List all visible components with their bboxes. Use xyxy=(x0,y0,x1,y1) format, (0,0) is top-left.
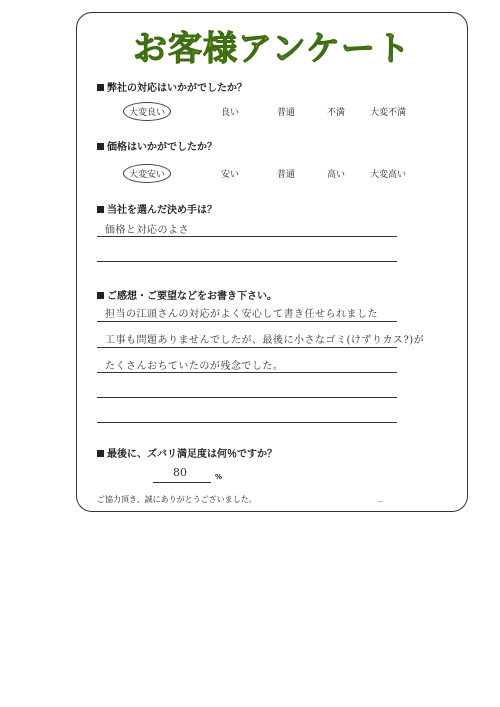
answer-line xyxy=(97,347,397,348)
question-reason-text: 当社を選んだ決め手は？ xyxy=(107,205,217,216)
option-price-very-expensive[interactable]: 大変高い xyxy=(370,170,407,180)
question-comments-text: ご感想・ご要望などをお書き下さい。 xyxy=(107,291,277,302)
question-price-text: 価格はいかがでしたか？ xyxy=(107,142,217,153)
answer-line xyxy=(97,236,397,237)
satisfaction-line xyxy=(153,482,211,483)
survey-card xyxy=(76,12,468,512)
answer-comment-line-2: 工事も問題ありませんでしたが、最後に小さなゴミ(けずりカス?)が xyxy=(105,335,425,346)
satisfaction-value: 80 xyxy=(173,466,187,479)
option-service-very-good[interactable]: 大変良い xyxy=(123,102,171,121)
square-bullet-icon xyxy=(97,206,104,213)
question-service xyxy=(97,79,247,94)
option-price-expensive[interactable]: 高い xyxy=(327,170,346,180)
answer-line xyxy=(97,372,397,373)
answer-comment-line-1: 担当の江頭さんの対応がよく安心して書き任せられました xyxy=(105,309,378,320)
answer-line xyxy=(97,397,397,398)
percent-unit: % xyxy=(215,473,223,481)
question-price xyxy=(97,138,217,153)
option-service-normal[interactable]: 普通 xyxy=(277,108,296,118)
square-bullet-icon xyxy=(97,292,104,299)
option-price-normal[interactable]: 普通 xyxy=(277,170,296,180)
answer-comment-line-3: たくさんおちていたのが残念でした。 xyxy=(105,361,284,372)
question-reason xyxy=(97,201,217,216)
footer-mark: － xyxy=(377,498,384,506)
answer-reason: 価格と対応のよさ xyxy=(105,225,189,236)
square-bullet-icon xyxy=(97,84,104,91)
option-price-cheap[interactable]: 安い xyxy=(221,170,240,180)
thank-you-footer: ご協力頂き、誠にありがとうございました。 xyxy=(97,495,257,504)
option-service-very-dissatisfied[interactable]: 大変不満 xyxy=(370,108,407,118)
answer-line xyxy=(97,422,397,423)
question-comments xyxy=(97,287,277,302)
question-satisfaction-text: 最後に、ズバリ満足度は何％ですか？ xyxy=(107,449,277,460)
square-bullet-icon xyxy=(97,450,104,457)
square-bullet-icon xyxy=(97,143,104,150)
question-satisfaction xyxy=(97,445,277,460)
answer-line xyxy=(97,261,397,262)
survey-title: お客様アンケート xyxy=(133,29,411,69)
answer-line xyxy=(97,321,397,322)
option-service-dissatisfied[interactable]: 不満 xyxy=(327,108,346,118)
question-service-text: 弊社の対応はいかがでしたか？ xyxy=(107,83,247,94)
option-service-good[interactable]: 良い xyxy=(221,108,240,118)
option-price-very-cheap[interactable]: 大変安い xyxy=(123,164,171,183)
